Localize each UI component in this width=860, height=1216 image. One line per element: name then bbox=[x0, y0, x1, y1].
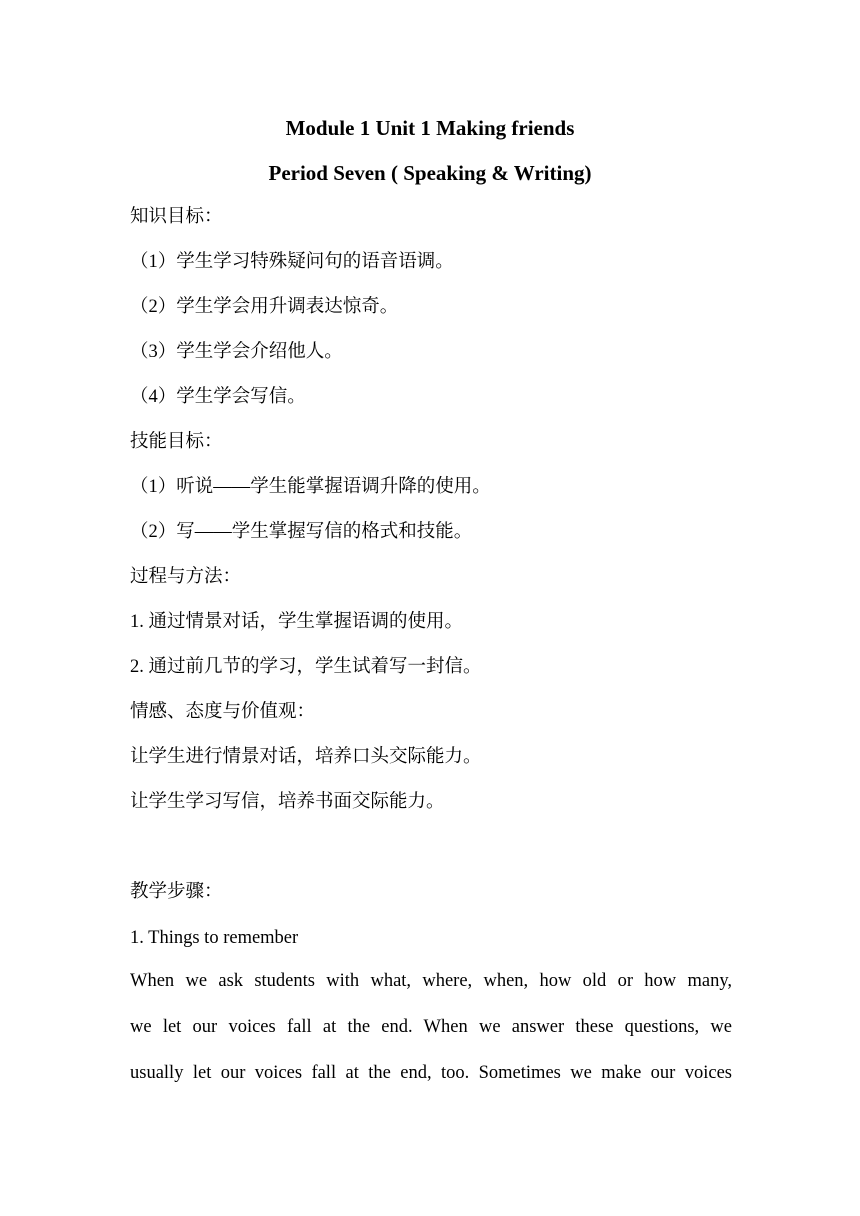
process-method-item: 1. 通过情景对话，学生掌握语调的使用。 bbox=[130, 612, 464, 632]
step-title: 1. Things to remember bbox=[130, 928, 299, 948]
teaching-steps-heading: 教学步骤： bbox=[130, 882, 223, 902]
process-method-item: 2. 通过前几节的学习，学生试着写一封信。 bbox=[130, 657, 482, 677]
emotion-values-heading: 情感、态度与价值观： bbox=[130, 702, 316, 722]
process-methods-heading: 过程与方法： bbox=[130, 567, 242, 587]
emotion-value-item: 让学生进行情景对话，培养口头交际能力。 bbox=[130, 747, 482, 767]
knowledge-goal-item: （4）学生学会写信。 bbox=[130, 387, 306, 407]
step-text-line: usually let our voices fall at the end, too. Sometimes we make our voices bbox=[130, 1063, 732, 1083]
knowledge-goal-item: （3）学生学会介绍他人。 bbox=[130, 342, 343, 362]
knowledge-goal-item: （2）学生学会用升调表达惊奇。 bbox=[130, 297, 399, 317]
skill-goals-heading: 技能目标： bbox=[130, 432, 223, 452]
knowledge-goals-heading: 知识目标： bbox=[130, 207, 223, 227]
document-subtitle: Period Seven ( Speaking & Writing) bbox=[268, 161, 592, 185]
skill-goal-item: （1）听说——学生能掌握语调升降的使用。 bbox=[130, 477, 491, 497]
step-text-line: we let our voices fall at the end. When we answer these questions, we bbox=[130, 1017, 732, 1037]
document-title: Module 1 Unit 1 Making friends bbox=[285, 116, 575, 140]
knowledge-goal-item: （1）学生学习特殊疑问句的语音语调。 bbox=[130, 252, 454, 272]
step-text-line: When we ask students with what, where, when, how old or how many, bbox=[130, 971, 732, 991]
skill-goal-item: （2）写——学生掌握写信的格式和技能。 bbox=[130, 522, 473, 542]
emotion-value-item: 让学生学习写信，培养书面交际能力。 bbox=[130, 792, 445, 812]
